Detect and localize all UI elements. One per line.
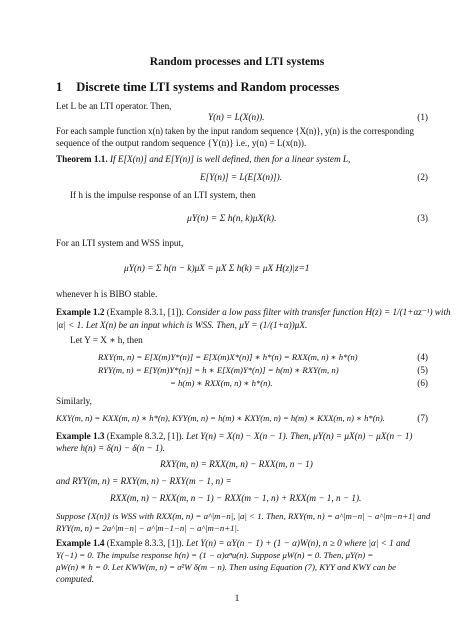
paragraph-8: and RYY(m, n) = RXY(m, n) − RXY(m − 1, n) = [56,476,232,486]
example-1-4-line-3: μW(n) ∗ h = 0. Let KWW(m, n) = σ²W δ(m − n). Then using Equation (7), KYY and KWY can be [56,562,397,572]
example-1-3-line-1 [56,431,412,442]
paragraph-7: Similarly, [56,396,92,406]
paragraph-6: Let Y = X ∗ h, then [70,335,143,345]
example-reference: (Example 8.3.3, [1]). [106,538,184,548]
example-text: Let Y(n) = αY(n − 1) + (1 − α)W(n), n ≥ 0 where |α| < 1 and [186,538,410,548]
paragraph-3: If h is the impulse response of an LTI system, then [70,190,256,200]
equation-8: RXY(m, n) = RXX(m, n) − RXX(m, n − 1) [160,459,313,469]
paragraph-2-line-1: For each sample function x(n) taken by the input random sequence {X(n)}, y(n) is the corresponding [56,126,414,136]
section-title: Discrete time LTI systems and Random processes [76,80,340,94]
example-1-3-line-2: where h(n) = δ(n) − δ(n − 1). [56,443,165,453]
theorem-text: If E[X(n)] and E[Y(n)] is well defined, then for a linear system L, [109,154,351,164]
example-1-4-line-2: Y(−1) = 0. The impulse response h(n) = (1 − α)αⁿu(n). Suppose μW(n) = 0. Then, μY(n) = [56,550,374,560]
equation-7-number: (7) [417,413,428,423]
example-text: Consider a low pass filter with transfer function H(z) = 1/(1+αz⁻¹) with [186,307,451,317]
paragraph-2-line-2: sequence of the output random sequence {Y(n)} i.e., y(n) = L(x(n)). [56,138,307,148]
equation-7: KXY(m, n) = KXX(m, n) ∗ h*(n), KYY(m, n) = h(m) ∗ KXY(m, n) = h(m) ∗ KXX(m, n) ∗ h*(n). [56,413,385,423]
example-label: Example 1.4 [56,538,105,548]
equation-1: Y(n) = L(X(n)). [208,112,265,122]
equation-2: E[Y(n)] = L(E[X(n)]). [200,172,282,182]
equation-3-number: (3) [417,213,428,223]
example-1-4-line-1 [56,538,410,549]
equation-6-number: (6) [417,378,428,388]
theorem-1-1 [56,154,350,165]
example-text: Let Y(n) = X(n) − X(n − 1). Then, μY(n) = μX(n) − μX(n − 1) [186,431,413,441]
equation-5-number: (5) [417,365,428,375]
example-1-2-line-1 [56,307,451,318]
equation-4: RXY(m, n) = E[X(m)Y*(n)] = E[X(m)X*(n)] ∗ h*(n) = RXX(m, n) ∗ h*(n) [98,352,358,362]
example-label: Example 1.2 [56,307,105,317]
section-heading [56,82,339,93]
example-1-2-line-2: |α| < 1. Let X(n) be an input which is WSS. Then, μY = (1/(1+α))μX. [56,320,308,330]
example-label: Example 1.3 [56,431,105,441]
equation-1-number: (1) [417,112,428,122]
example-1-4-line-4: computed. [56,574,95,584]
section-number: 1 [56,80,63,94]
equation-6: = h(m) ∗ RXX(m, n) ∗ h*(n). [170,378,273,388]
example-reference: (Example 8.3.1, [1]). [106,307,184,317]
paragraph-9-line-2: RYY(m, n) = 2a^|m−n| − a^|m−1−n| − a^|m−n+1|. [56,523,240,533]
equation-3: μY(n) = Σ h(n, k)μX(k). [187,213,277,224]
paragraph-5: whenever h is BIBO stable. [56,289,158,299]
page-number: 1 [234,594,240,604]
theorem-label: Theorem 1.1. [56,154,108,164]
document-title: Random processes and LTI systems [149,56,325,68]
equation-5: RYY(m, n) = E[Y(m)Y*(n)] = h ∗ E[X(m)Y*(n)] = h(m) ∗ RXY(m, n) [98,365,339,375]
paragraph-4: For an LTI system and WSS input, [56,238,184,248]
equation-wss-mean: μY(n) = Σ h(n − k)μX = μX Σ h(k) = μX H(z)|z=1 [124,264,310,274]
paragraph-1: Let L be an LTI operator. Then, [56,101,172,111]
paragraph-9-line-1: Suppose {X(n)} is WSS with RXX(m, n) = a^|m−n|, |a| < 1. Then, RXY(m, n) = a^|m−n| − a^|m−n+1| and [56,511,431,521]
equation-9: RXX(m, n) − RXX(m, n − 1) − RXX(m − 1, n) + RXX(m − 1, n − 1). [110,493,362,503]
example-reference: (Example 8.3.2, [1]). [106,431,184,441]
equation-4-number: (4) [417,352,428,362]
equation-2-number: (2) [417,172,428,182]
